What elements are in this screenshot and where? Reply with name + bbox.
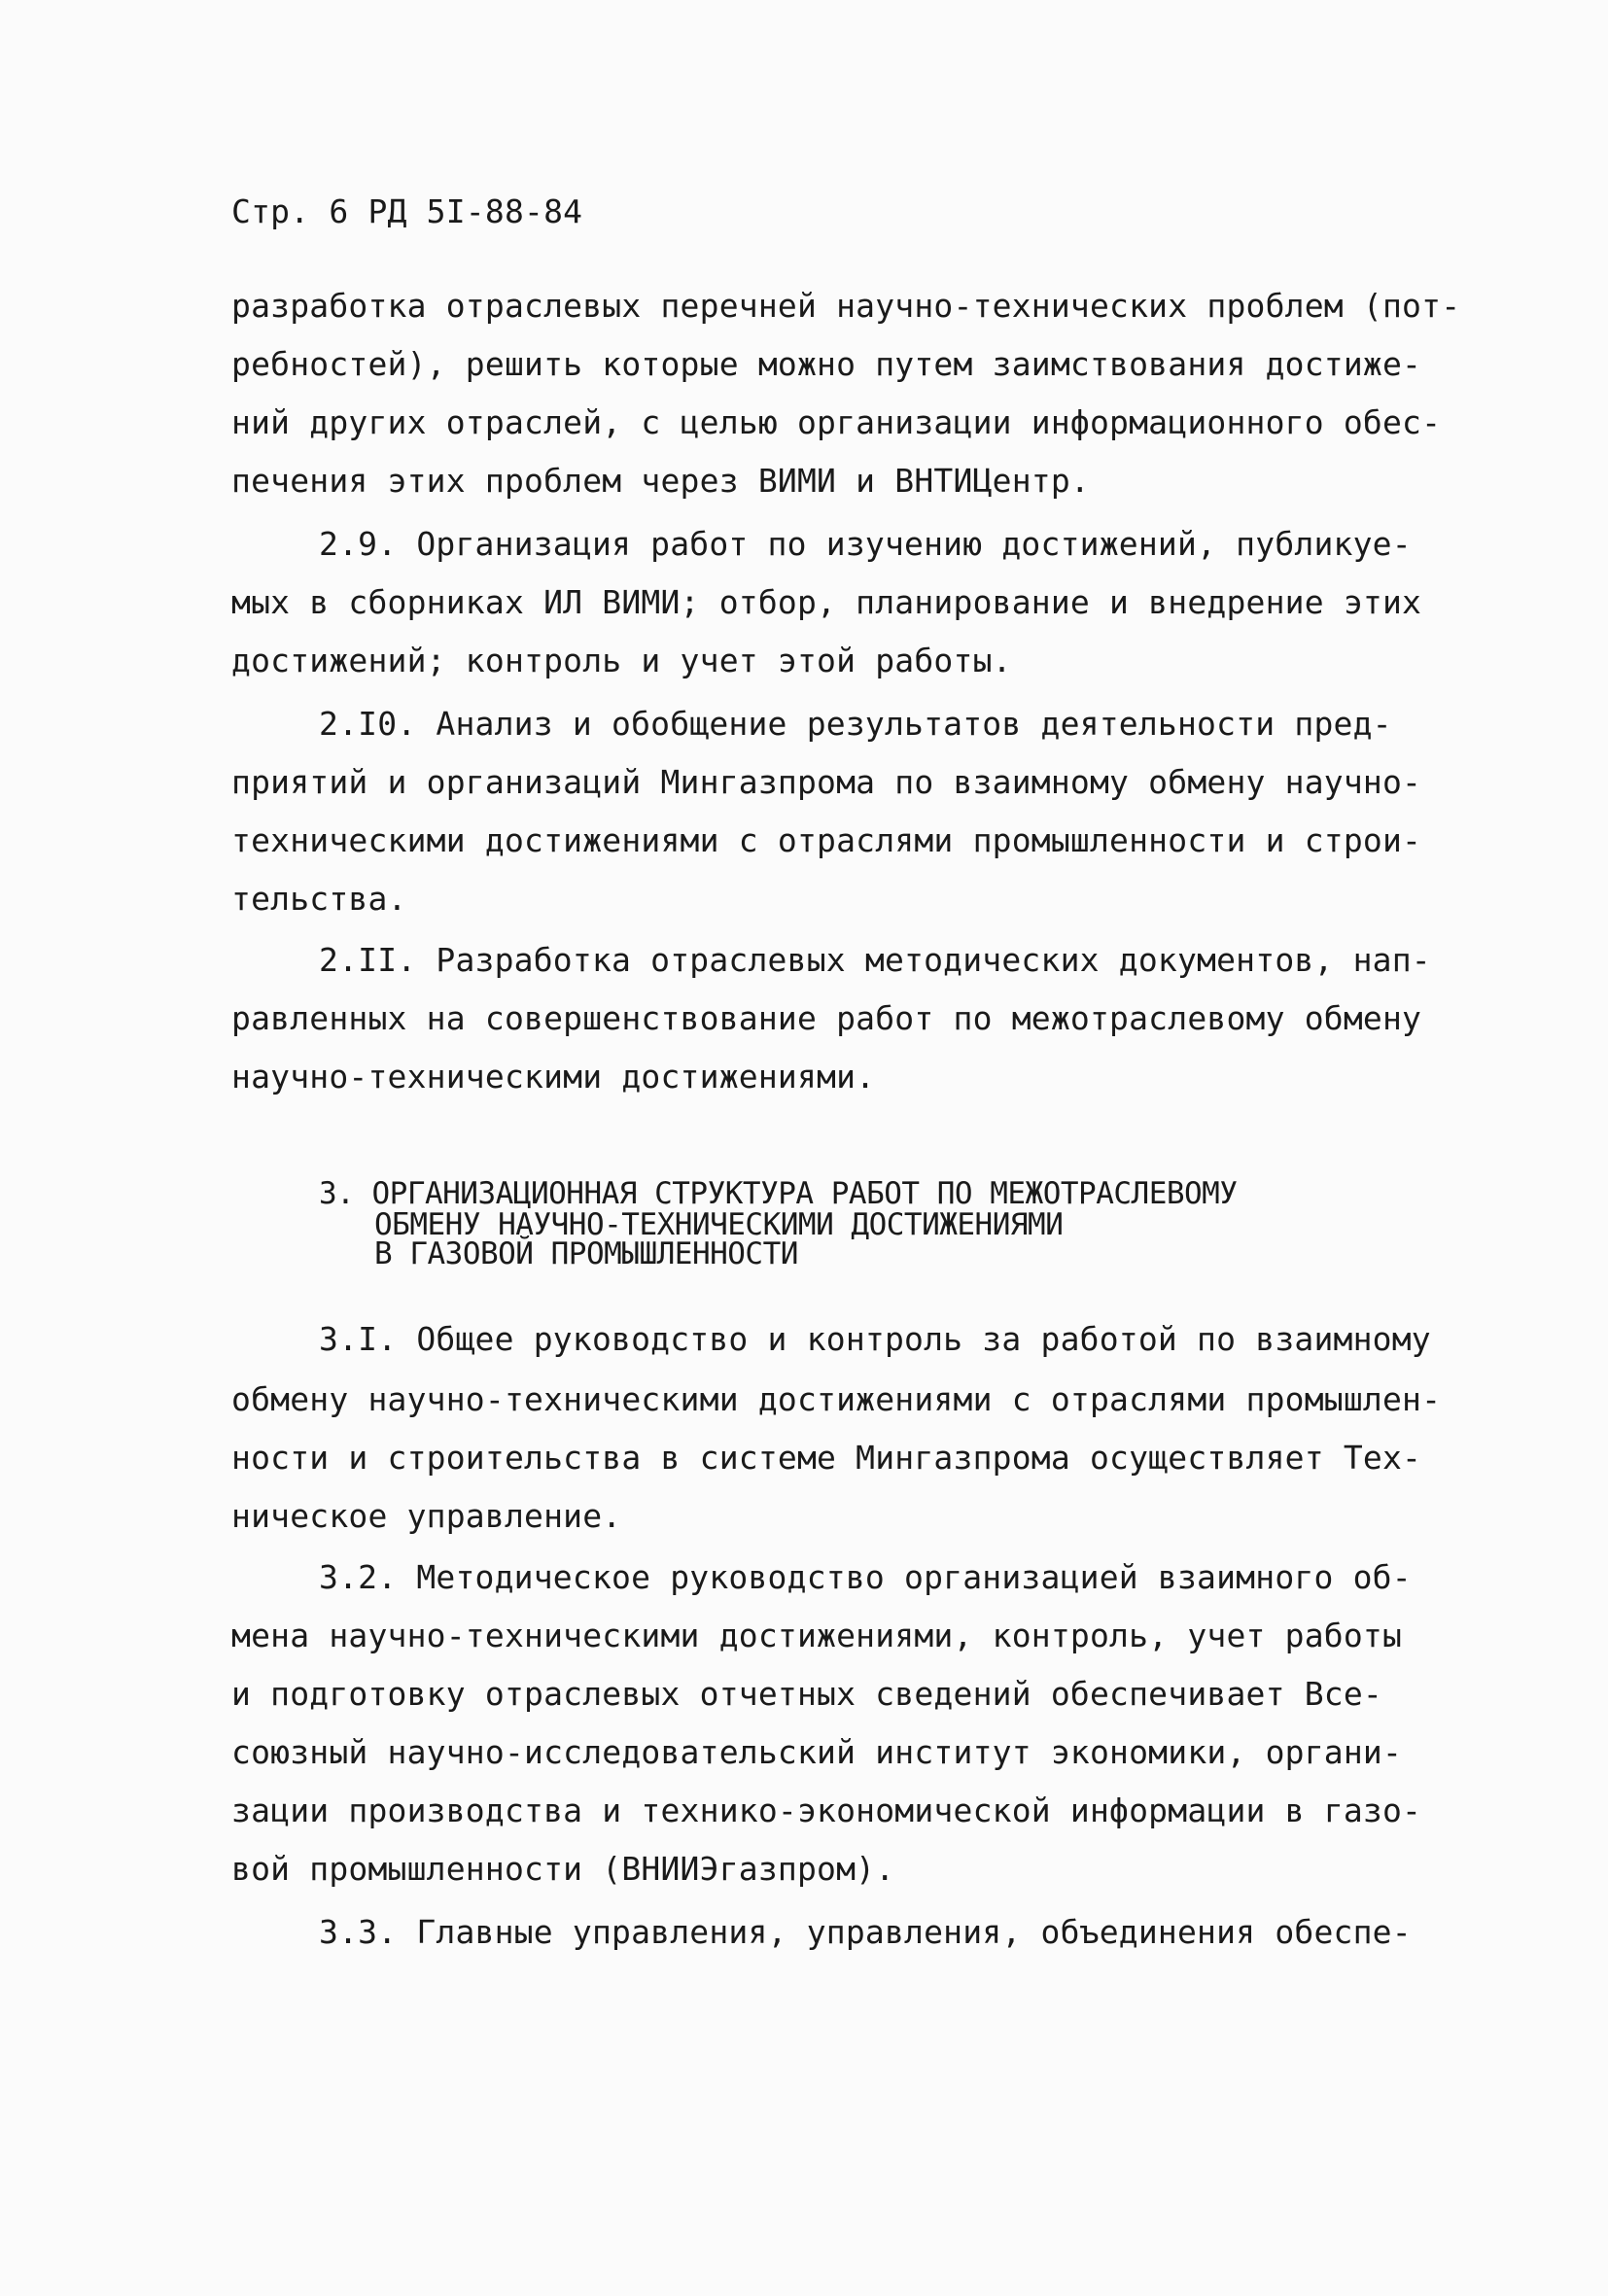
paragraph-2-11-start: 2.II. Разработка отраслевых методических документов, нап- <box>319 941 1431 979</box>
text-line: обмену научно-техническими достижениями с отраслями промышлен- <box>231 1380 1442 1418</box>
text-line: приятий и организаций Мингазпрома по взаимному обмену научно- <box>231 763 1422 801</box>
text-line: достижений; контроль и учет этой работы. <box>231 642 1012 679</box>
text-line: ности и строительства в системе Мингазпрома осуществляет Тех- <box>231 1439 1422 1477</box>
paragraph-3-1-start: 3.I. Общее руководство и контроль за работой по взаимному <box>319 1320 1431 1358</box>
text-line: научно-техническими достижениями. <box>231 1058 876 1096</box>
text-line: зации производства и технико-экономической информации в газо- <box>231 1792 1422 1829</box>
page-header: Стр. 6 РД 5I-88-84 <box>231 192 583 230</box>
section-heading-line: ОБМЕНУ НАУЧНО-ТЕХНИЧЕСКИМИ ДОСТИЖЕНИЯМИ <box>374 1207 1064 1242</box>
section-heading-line: 3. ОРГАНИЗАЦИОННАЯ СТРУКТУРА РАБОТ ПО МЕЖОТРАСЛЕВОМУ <box>319 1176 1238 1211</box>
text-line: мых в сборниках ИЛ ВИМИ; отбор, планирование и внедрение этих <box>231 583 1422 621</box>
text-line: мена научно-техническими достижениями, контроль, учет работы <box>231 1617 1403 1654</box>
text-line: и подготовку отраслевых отчетных сведений обеспечивает Все- <box>231 1675 1382 1713</box>
text-line: ний других отраслей, с целью организации информационного обес- <box>231 403 1442 441</box>
text-line: печения этих проблем через ВИМИ и ВНТИЦентр. <box>231 462 1090 500</box>
paragraph-2-10-start: 2.I0. Анализ и обобщение результатов деятельности пред- <box>319 705 1392 743</box>
text-line: ническое управление. <box>231 1497 622 1535</box>
text-line: вой промышленности (ВНИИЭгазпром). <box>231 1850 895 1888</box>
text-line: техническими достижениями с отраслями промышленности и строи- <box>231 821 1422 859</box>
section-heading-line: В ГАЗОВОЙ ПРОМЫШЛЕННОСТИ <box>374 1236 798 1271</box>
paragraph-3-3-start: 3.3. Главные управления, управления, объединения обеспе- <box>319 1913 1412 1951</box>
paragraph-3-2-start: 3.2. Методическое руководство организацией взаимного об- <box>319 1558 1412 1596</box>
text-line: равленных на совершенствование работ по межотраслевому обмену <box>231 999 1422 1037</box>
text-line: разработка отраслевых перечней научно-технических проблем (пот- <box>231 287 1461 325</box>
text-line: союзный научно-исследовательский институт экономики, органи- <box>231 1733 1403 1771</box>
paragraph-2-9-start: 2.9. Организация работ по изучению достижений, публикуе- <box>319 525 1412 563</box>
text-line: ребностей), решить которые можно путем заимствования достиже- <box>231 345 1422 383</box>
text-line: тельства. <box>231 880 407 918</box>
